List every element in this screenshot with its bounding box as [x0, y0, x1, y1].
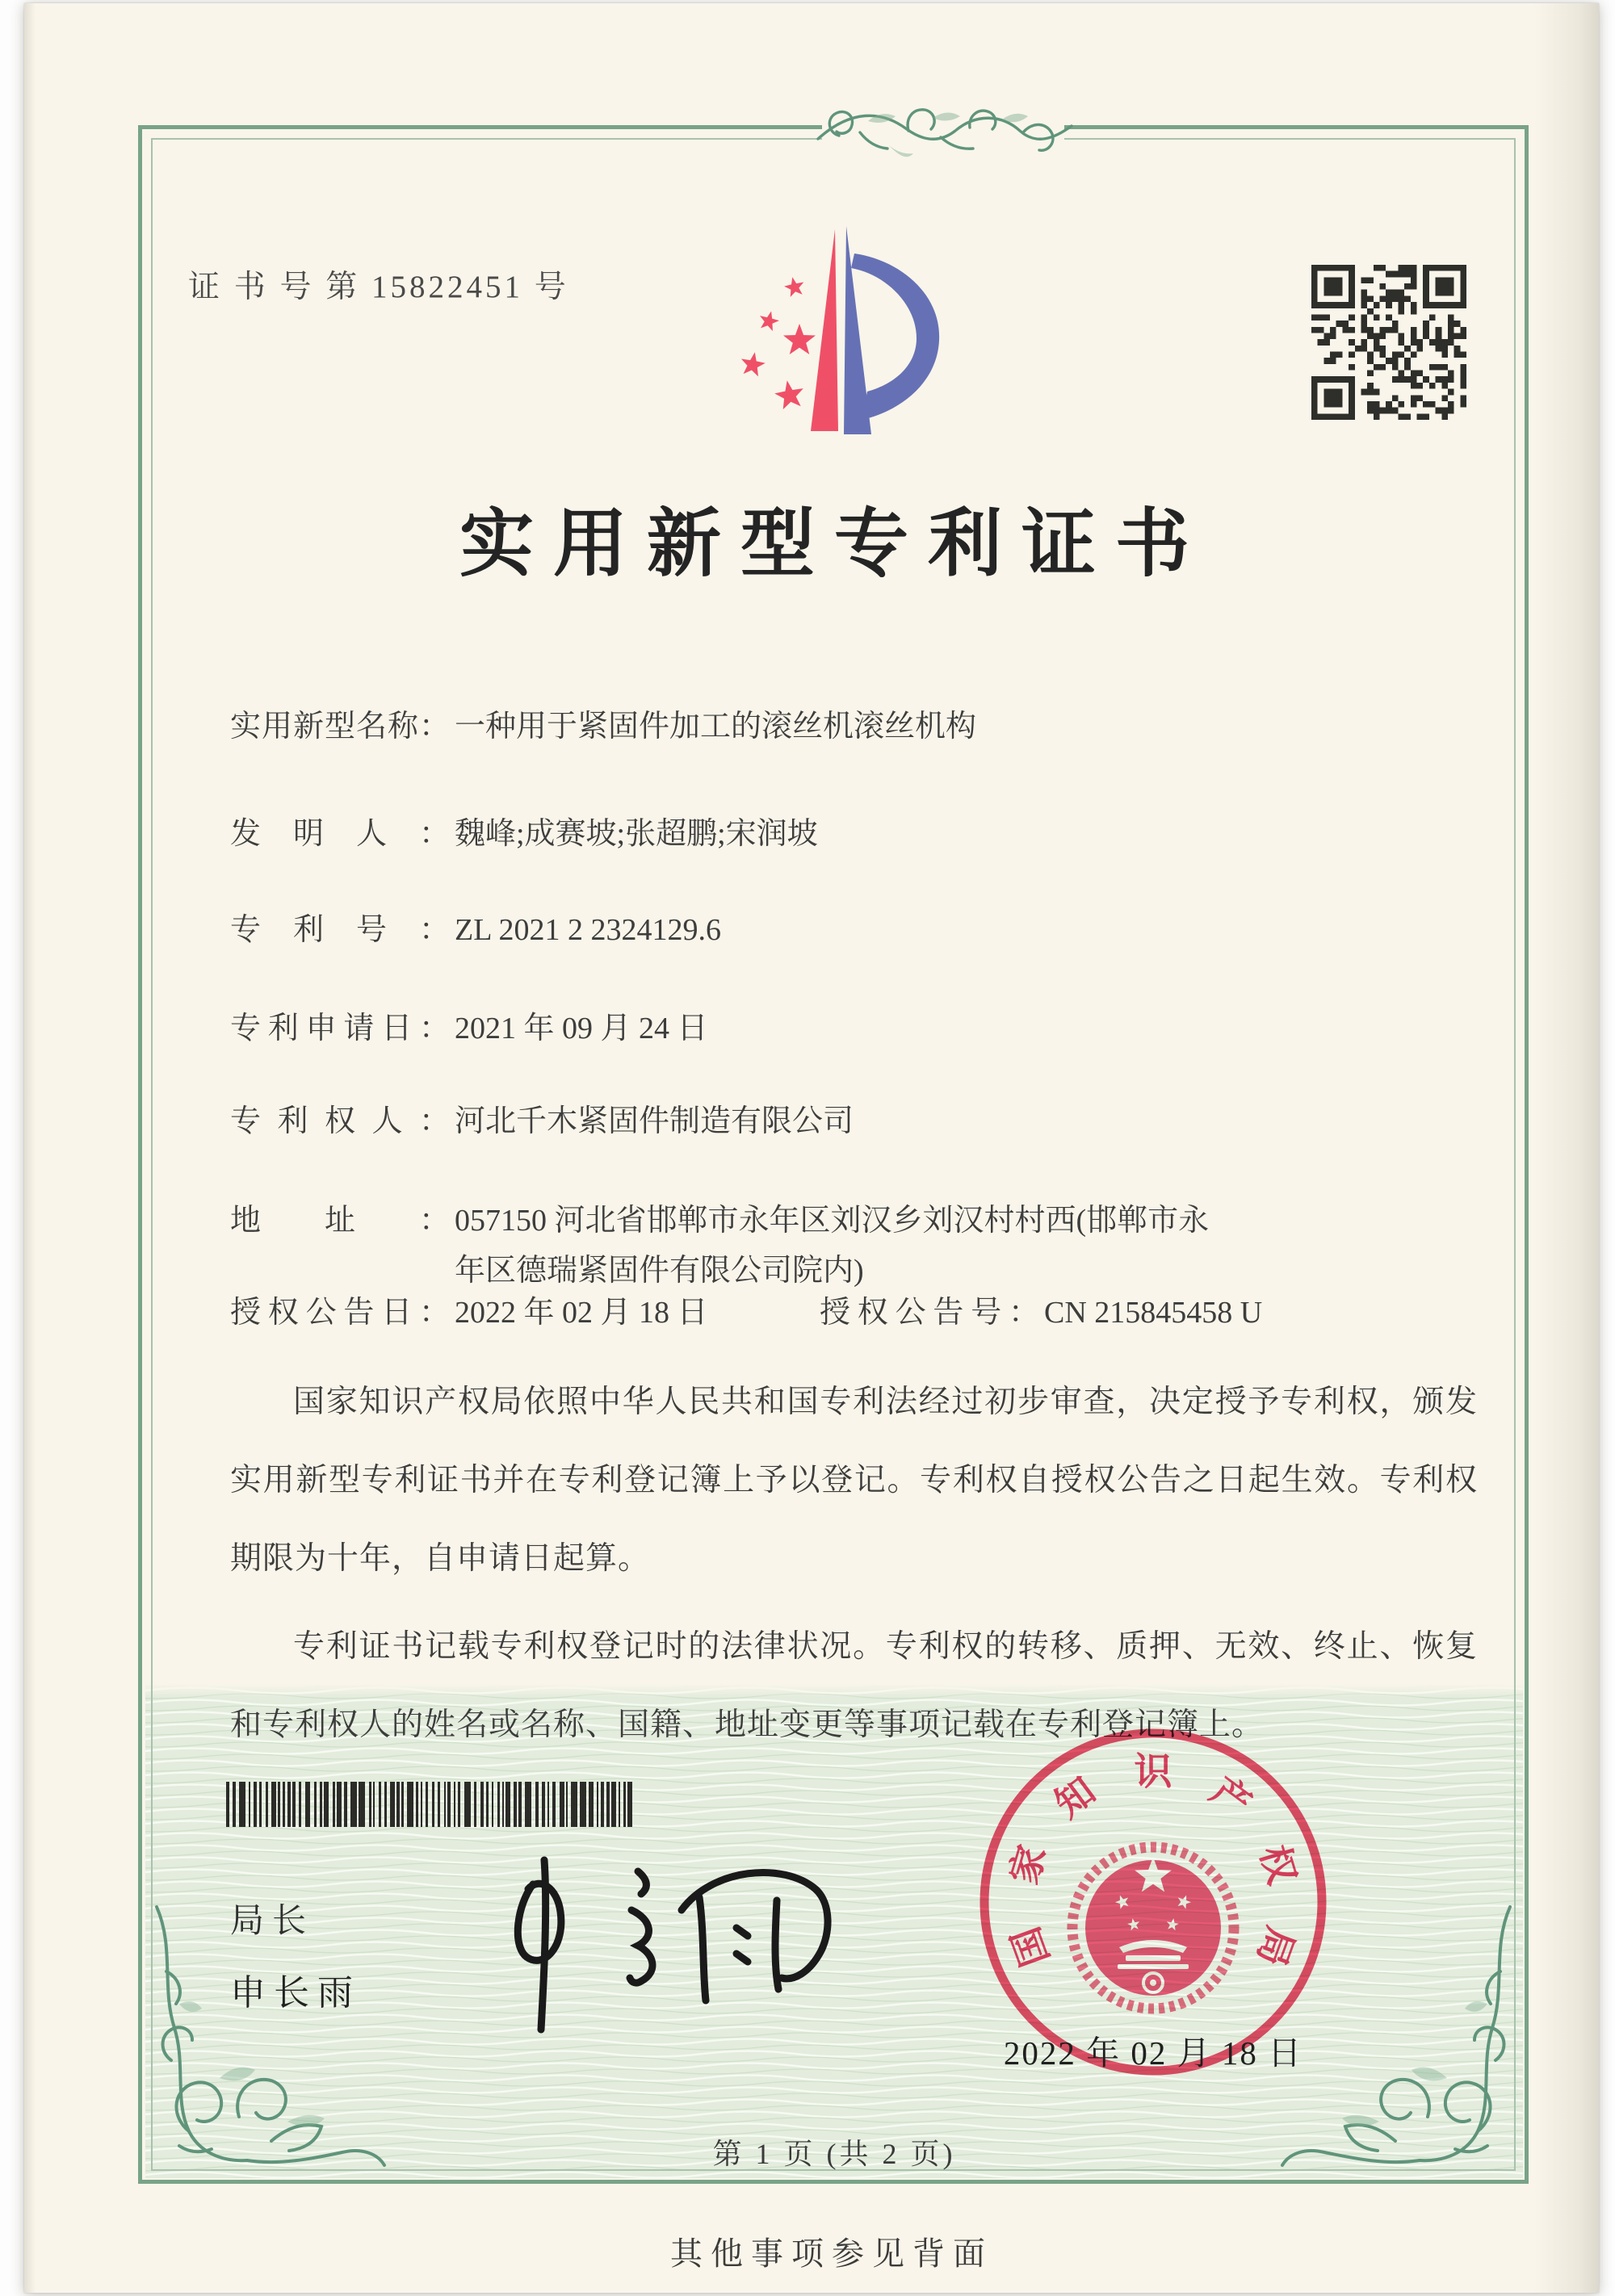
seal-arc-char: 产	[1202, 1770, 1259, 1827]
certificate-title: 实用新型专利证书	[459, 503, 1209, 585]
page-number: 第 1 页 (共 2 页)	[712, 2138, 956, 2170]
field-label: 实用新型名称：	[230, 710, 450, 744]
seal-arc-char: 知	[1047, 1770, 1104, 1827]
field-label: 专利申请日：	[230, 1012, 450, 1045]
field-value: CN 215845458 U	[1044, 1296, 1263, 1330]
seal-arc-char: 识	[1134, 1751, 1172, 1794]
address-line-2: 年区德瑞紧固件有限公司院内)	[455, 1254, 864, 1288]
field-row-filing-date	[230, 1008, 1490, 1049]
field-value: 2022 年 02 月 18 日	[455, 1296, 708, 1330]
seal-arc-char: 局	[1248, 1921, 1302, 1971]
field-row-patentee	[230, 1101, 1490, 1142]
legal-paragraph-1: 国家知识产权局依照中华人民共和国专利法经过初步审查，决定授予专利权，颁发实用新型专利证书并在专利登记簿上予以登记。专利权自授权公告之日起生效。专利权期限为十年，自申请日起算。	[230, 1385, 1478, 1576]
back-side-note: 其他事项参见背面	[670, 2235, 993, 2272]
field-label: 专利权人：	[230, 1104, 450, 1138]
field-row-address	[230, 1196, 1490, 1296]
field-row-name	[230, 706, 1490, 747]
seal-arc-char: 国	[1005, 1921, 1058, 1971]
field-label: 授权公告日：	[230, 1296, 450, 1330]
commissioner-title: 局长	[230, 1903, 315, 1940]
field-label: 授权公告号：	[820, 1296, 1039, 1330]
field-value: ZL 2021 2 2324129.6	[455, 913, 722, 947]
field-value: 魏峰;成赛坡;张超鹏;宋润坡	[455, 817, 818, 851]
seal-date: 2022 年 02 月 18 日	[1003, 2034, 1303, 2072]
legal-text	[230, 1363, 1478, 1764]
top-scroll-ornament-icon	[812, 92, 1078, 173]
seal-arc-char: 家	[1003, 1840, 1055, 1889]
field-row-patent-no	[230, 910, 1490, 950]
field-value	[455, 1196, 1472, 1296]
grant-number-pair	[820, 1293, 1464, 1333]
address-line-1: 057150 河北省邯郸市永年区刘汉乡刘汉村村西(邯郸市永	[455, 1204, 1210, 1238]
field-value: 2021 年 09 月 24 日	[455, 1012, 708, 1045]
field-row-grant	[230, 1293, 1490, 1333]
field-label: 地址：	[230, 1204, 450, 1238]
field-value: 一种用于紧固件加工的滚丝机滚丝机构	[455, 710, 977, 744]
barcode	[226, 1782, 636, 1827]
cnipa-logo-icon	[715, 218, 954, 475]
seal-arc-char: 权	[1252, 1840, 1303, 1889]
certificate-number: 证 书 号 第 15822451 号	[188, 270, 569, 304]
field-label: 专利号：	[230, 913, 450, 947]
certificate-sheet	[24, 3, 1599, 2293]
commissioner-signature	[470, 1850, 849, 2036]
field-label: 发明人：	[230, 817, 450, 851]
qr-code	[1311, 265, 1466, 420]
field-value: 河北千木紧固件制造有限公司	[455, 1104, 854, 1138]
field-row-inventors	[230, 814, 1490, 854]
commissioner-name: 申长雨	[230, 1973, 361, 2013]
legal-paragraph-2: 专利证书记载专利权登记时的法律状况。专利权的转移、质押、无效、终止、恢复和专利权人的姓名或名称、国籍、地址变更等事项记载在专利登记簿上。	[230, 1629, 1478, 1742]
